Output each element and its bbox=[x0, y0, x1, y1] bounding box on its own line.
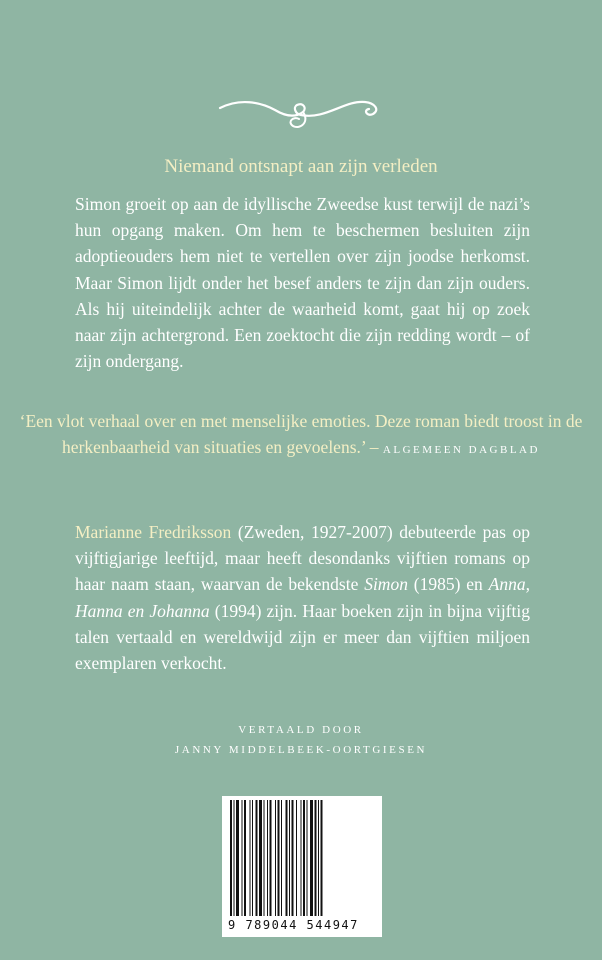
translator-label: VERTAALD DOOR bbox=[238, 724, 364, 736]
translator-name: JANNY MIDDELBEEK-OORTGIESEN bbox=[174, 744, 428, 756]
book-title-simon: Simon bbox=[364, 574, 408, 595]
isbn-number: 9 789044 544947 bbox=[228, 918, 359, 932]
bio-text-1: (Zweden, 1927-2007) debuteerde pas op vijftigjarige leeftijd, maar heeft desondanks vijftien romans op haar naam staan, waarvan de bekendste bbox=[75, 522, 530, 595]
quote-source: ALGEMEEN DAGBLAD bbox=[382, 444, 540, 457]
synopsis-paragraph: Simon groeit op aan de idyllische Zweedse kust terwijl de nazi’s hun opgang maken. Om hem te beschermen besluiten zijn adoptieouders hem niet te vertellen over zijn joodse herkomst. Maar Simon lijdt onder het besef anders te zijn dan zijn ouders. Als hij uiteindelijk achter de waarheid komt, gaat hij op zoek naar zijn achtergrond. Een zoektocht die zijn redding wordt – of zijn ondergang. bbox=[75, 194, 530, 372]
bio-text-2: (1985) en bbox=[407, 574, 489, 595]
barcode-bars-icon bbox=[228, 800, 376, 916]
book-title-anna: Anna, Hanna en Johanna bbox=[75, 574, 530, 621]
review-quote bbox=[0, 408, 602, 463]
barcode bbox=[222, 796, 382, 937]
quote-text: ‘Een vlot verhaal over en met menselijke emoties. Deze roman biedt troost in de herkenbaarheid van situaties en gevoelens.’ – bbox=[19, 411, 583, 458]
translator-credit bbox=[0, 720, 602, 760]
tagline: Niemand ontsnapt aan zijn verleden bbox=[164, 156, 438, 177]
author-bio bbox=[75, 519, 530, 676]
ornament-flourish-icon bbox=[215, 88, 385, 132]
author-name: Marianne Fredriksson bbox=[75, 522, 232, 542]
bio-text-3: (1994) zijn. Haar boeken zijn in bijna vijftig talen vertaald en wereldwijd zijn er meer dan vijftien miljoen exemplaren verkocht. bbox=[75, 600, 530, 674]
